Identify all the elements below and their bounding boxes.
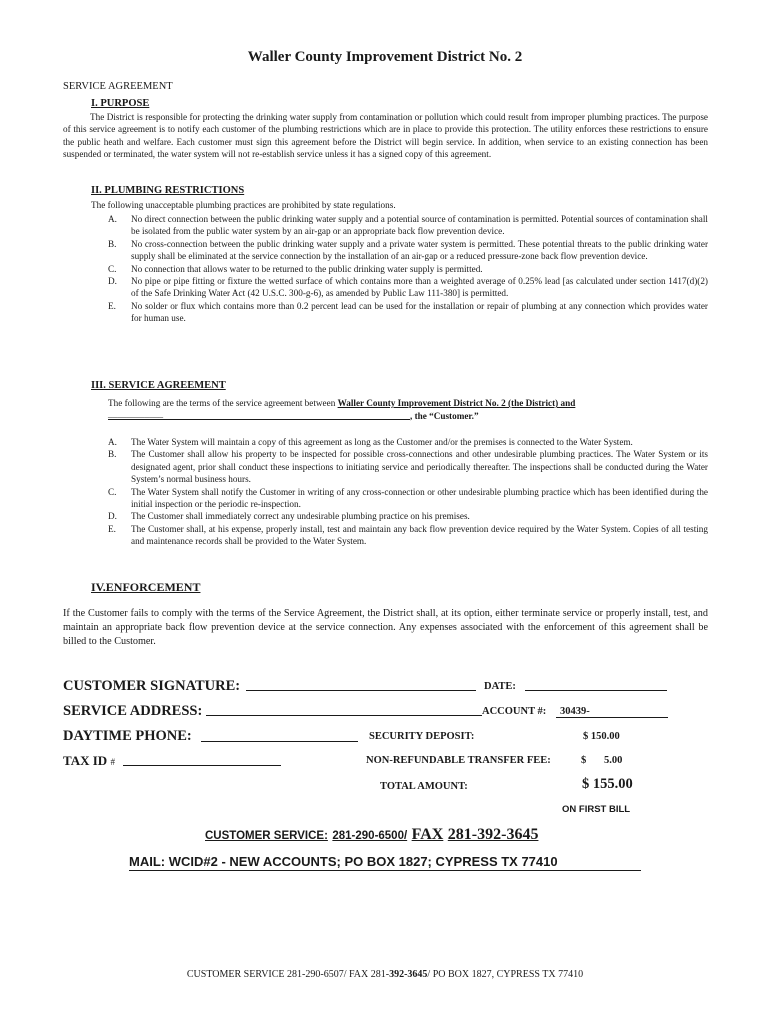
tax-id-label-group: [63, 753, 115, 769]
service-item-text: The Customer shall immediately correct any undesirable plumbing practice on his premises.: [131, 511, 470, 522]
fax-number: 281-392-3645: [447, 826, 539, 843]
purpose-text: The District is responsible for protecting the drinking water supply from contamination or pollution which could result from improper plumbing practices. The purpose of this service agreement is to notify each customer of the plumbing restrictions which are in place to provide this protection. The utility enforces these restrictions to ensure the public heath and welfare. Each customer must sign this agreement before the District will begin service. In addition, when service to an existing connection has been suspended or terminated, the water system will not re-establish service unless it has a signed copy of this agreement.: [63, 112, 708, 160]
plumbing-item-text: No solder or flux which contains more than 0.2 percent lead can be used for the installation or repair of plumbing at any connection which provides water for human use.: [131, 300, 708, 324]
plumbing-intro: The following unacceptable plumbing practices are prohibited by state regulations.: [91, 200, 396, 210]
customer-service-label: CUSTOMER SERVICE:: [205, 830, 328, 842]
plumbing-item-a: [108, 213, 708, 238]
plumbing-item-letter: D.: [108, 276, 117, 287]
customer-name-blank[interactable]: ____________: [108, 409, 410, 420]
date-field[interactable]: [525, 690, 667, 691]
service-item-letter: B.: [108, 449, 117, 460]
plumbing-item-b: [108, 238, 708, 263]
service-agreement-heading: SERVICE AGREEMENT: [63, 81, 173, 92]
service-item-text: The Customer shall, at his expense, properly install, test and maintain any back flow prevention device required by the Water System. Copies of all testing and maintenance records shall be provided to the Water System.: [131, 523, 708, 547]
service-intro-prefix: The following are the terms of the service agreement between: [108, 398, 338, 408]
total-label: TOTAL AMOUNT:: [380, 781, 468, 792]
service-item-letter: A.: [108, 437, 117, 447]
purpose-heading: I. PURPOSE: [91, 98, 150, 109]
footer: [0, 969, 770, 980]
fax-label: FAX: [411, 826, 444, 843]
plumbing-list: [108, 213, 708, 325]
customer-signature-field[interactable]: [246, 690, 476, 691]
tax-id-hash: #: [110, 757, 115, 767]
transfer-fee-value: 5.00: [604, 755, 623, 766]
footer-prefix: CUSTOMER SERVICE 281-290-6507/ FAX 281-: [186, 969, 390, 980]
plumbing-item-d: [108, 275, 708, 300]
plumbing-item-c: [108, 263, 708, 275]
tax-id-label: TAX ID: [63, 753, 108, 768]
district-name: Waller County Improvement District No. 2 (the District) and: [337, 398, 576, 408]
service-item-text: The Customer shall allow his property to be inspected for possible cross-connections and other undesirable plumbing practices. The Water System or its designated agent, prior shall conduct these inspections to initiating service and periodically thereafter. The inspections shall be conducted during the Water System’s normal business hours.: [131, 449, 708, 485]
customer-service-phone: 281-290-6500/: [332, 830, 408, 842]
plumbing-item-e: [108, 300, 708, 325]
security-deposit-label: SECURITY DEPOSIT:: [369, 731, 475, 742]
customer-label: , the “Customer.”: [410, 411, 479, 421]
service-item-a: [108, 436, 708, 448]
service-intro: [108, 397, 575, 409]
service-item-e: [108, 523, 708, 548]
plumbing-item-letter: A.: [108, 214, 117, 224]
security-deposit-value: $ 150.00: [583, 731, 620, 742]
date-label: DATE:: [484, 681, 516, 692]
document-title: Waller County Improvement District No. 2: [247, 49, 523, 65]
plumbing-heading: II. PLUMBING RESTRICTIONS: [91, 185, 245, 196]
service-heading: III. SERVICE AGREEMENT: [91, 380, 226, 391]
mail-line: MAIL: WCID#2 - NEW ACCOUNTS; PO BOX 1827; CYPRESS TX 77410: [129, 854, 641, 871]
account-value: 30439-: [560, 706, 590, 717]
plumbing-item-letter: B.: [108, 238, 117, 249]
service-item-c: [108, 486, 708, 511]
footer-suffix: / PO BOX 1827, CYPRESS TX 77410: [427, 969, 584, 980]
total-note: ON FIRST BILL: [562, 804, 631, 815]
customer-signature-label: CUSTOMER SIGNATURE:: [63, 678, 241, 694]
plumbing-item-text: No pipe or pipe fitting or fixture the wetted surface of which contains more than a weighted average of 0.25% lead [as calculated under section 1417(d)(2) of the Safe Drinking Water Act (42 U.S.C. 300-g-6), as amended by Public Law 111-380] is permitted.: [131, 276, 708, 299]
customer-service-line: [205, 826, 538, 844]
daytime-phone-field[interactable]: [201, 741, 358, 742]
enforcement-text: If the Customer fails to comply with the terms of the Service Agreement, the District shall, at its option, either terminate service or properly install, test, and maintain an appropriate back flow prevention device at the service connection. Any expenses associated with the enforcement of this agreement shall be billed to the Customer.: [63, 608, 708, 648]
service-item-letter: E.: [108, 523, 116, 534]
plumbing-item-text: No cross-connection between the public drinking water supply and a private water system is permitted. These potential threats to the public drinking water supply shall be eliminated at the service connection by the installation of an air-gap or a reduced pressure-zone back flow prevention device.: [131, 238, 708, 262]
transfer-fee-currency: $: [581, 755, 587, 766]
customer-name-line: [108, 409, 479, 422]
service-item-text: The Water System will maintain a copy of this agreement as long as the Customer and/or the premises is connected to the Water System.: [131, 437, 633, 447]
plumbing-item-letter: C.: [108, 263, 117, 274]
plumbing-item-text: No connection that allows water to be returned to the public drinking water supply is permitted.: [131, 263, 483, 274]
tax-id-field[interactable]: [123, 765, 281, 766]
service-address-field[interactable]: [206, 715, 482, 716]
enforcement-heading: IV.ENFORCEMENT: [91, 580, 201, 594]
service-item-text: The Water System shall notify the Customer in writing of any cross-connection or other undesirable plumbing practice which has been identified during the initial inspection or the periodic re-inspection.: [131, 486, 708, 510]
service-list: [108, 436, 708, 548]
service-address-label: SERVICE ADDRESS:: [63, 703, 203, 719]
footer-fax-bold: 392-3645: [389, 969, 428, 980]
plumbing-item-letter: E.: [108, 300, 116, 311]
service-item-b: [108, 448, 708, 485]
service-item-letter: C.: [108, 486, 117, 497]
account-field[interactable]: [556, 706, 668, 718]
service-item-letter: D.: [108, 511, 117, 522]
service-item-d: [108, 510, 708, 522]
daytime-phone-label: DAYTIME PHONE:: [63, 728, 192, 744]
plumbing-item-text: No direct connection between the public drinking water supply and a potential source of contamination is permitted. Potential sources of contamination shall be isolated from the public water system by an air-gap or an appropriate back flow prevention device.: [131, 214, 708, 237]
total-value: $ 155.00: [582, 776, 633, 792]
account-label: ACCOUNT #:: [482, 706, 547, 717]
transfer-fee-label: NON-REFUNDABLE TRANSFER FEE:: [366, 755, 551, 766]
